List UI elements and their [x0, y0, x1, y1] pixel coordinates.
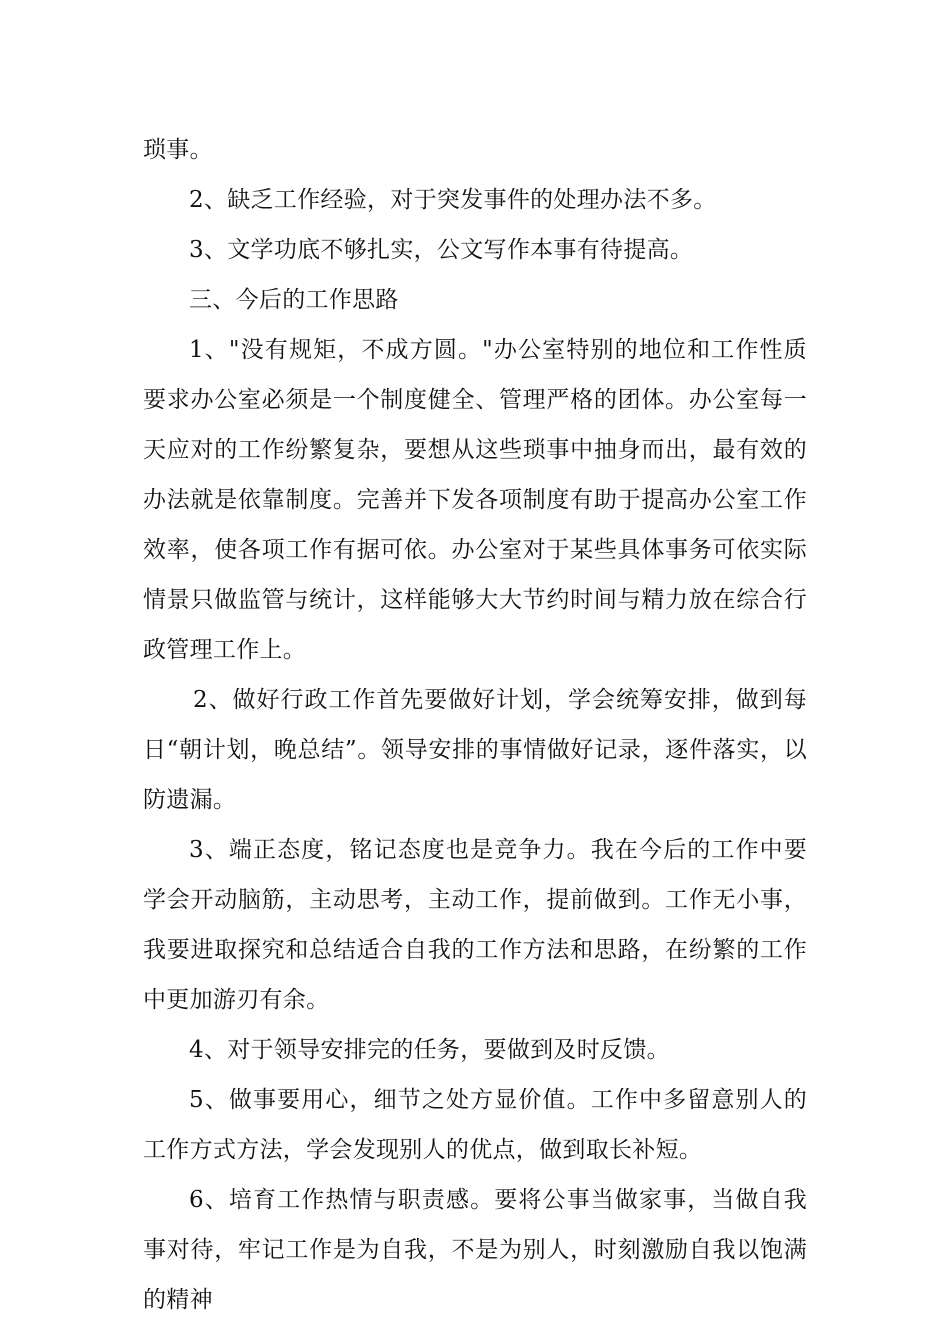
paragraph-item-5-details: 5、做事要用心，细节之处方显价值。工作中多留意别人的工作方式方法，学会发现别人的优点，做到取长补短。 [143, 1087, 807, 1163]
section-heading-future-plan: 三、今后的工作思路 [189, 287, 399, 313]
paragraph-item-2-planning: 2、做好行政工作首先要做好计划，学会统筹安排，做到每日“朝计划，晚总结”。领导安排的事情做好记录，逐件落实，以防遗漏。 [143, 687, 807, 813]
document-body [143, 125, 807, 1325]
paragraph-item-6-enthusiasm: 6、培育工作热情与职责感。要将公事当做家事，当做自我事对待，牢记工作是为自我，不是为别人，时刻激励自我以饱满的精神 [143, 1187, 807, 1313]
paragraph-item-3-writing: 3、文学功底不够扎实，公文写作本事有待提高。 [189, 237, 694, 263]
paragraph-item-4-feedback: 4、对于领导安排完的任务，要做到及时反馈。 [189, 1037, 670, 1063]
paragraph-continuation: 琐事。 [143, 137, 213, 163]
paragraph-item-1-rules: 1、"没有规矩，不成方圆。"办公室特别的地位和工作性质要求办公室必须是一个制度健全、管理严格的团体。办公室每一天应对的工作纷繁复杂，要想从这些琐事中抽身而出，最有效的办法就是依靠制度。完善并下发各项制度有助于提高办公室工作效率，使各项工作有据可依。办公室对于某些具体事务可依实际情景只做监管与统计，这样能够大大节约时间与精力放在综合行政管理工作上。 [143, 337, 807, 663]
paragraph-item-3-attitude: 3、端正态度，铭记态度也是竞争力。我在今后的工作中要学会开动脑筋，主动思考，主动工作，提前做到。工作无小事，我要进取探究和总结适合自我的工作方法和思路，在纷繁的工作中更加游刃有余。 [143, 837, 807, 1013]
paragraph-item-2-experience: 2、缺乏工作经验，对于突发事件的处理办法不多。 [189, 187, 717, 213]
